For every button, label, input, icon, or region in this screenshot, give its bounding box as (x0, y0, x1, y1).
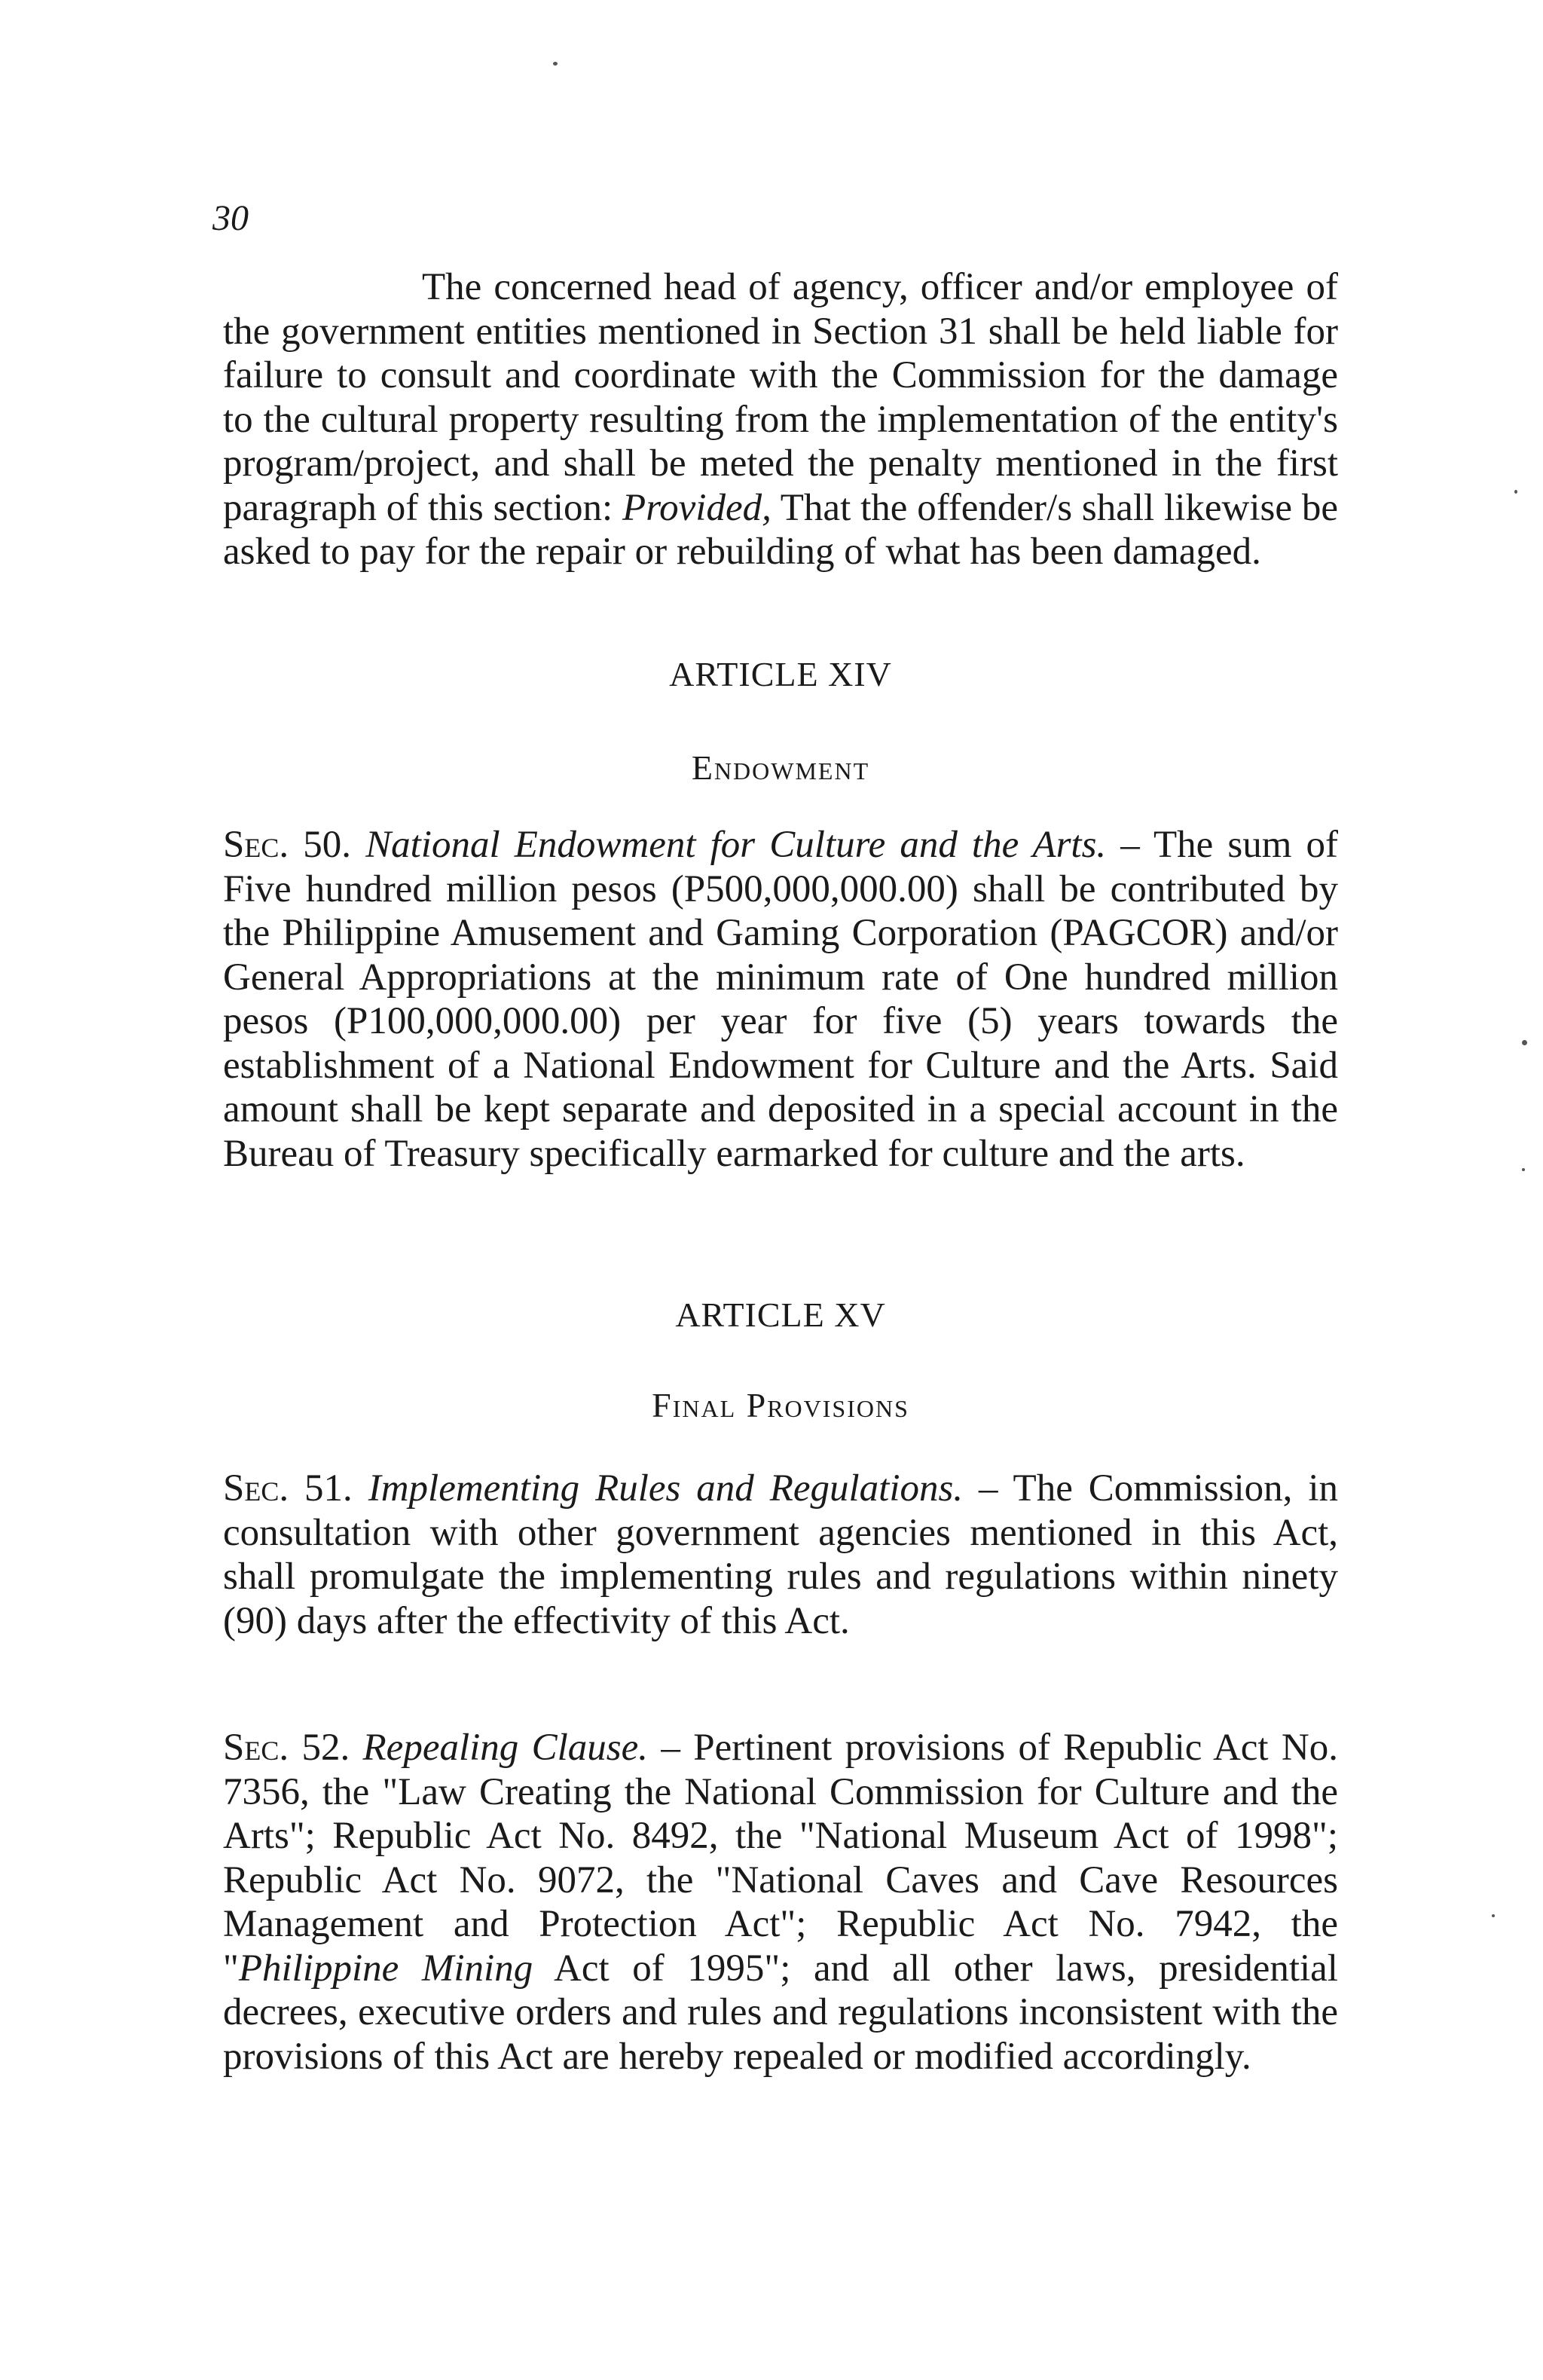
section-51-label: Sec. 51. (223, 1467, 353, 1510)
section-52-italic: Philippine Mining (238, 1947, 533, 1990)
section-52-body-end: Act of 1995"; and all other laws, presidential decrees, executive orders and rules and regulations inconsistent with the provisions of this Act are hereby repealed or modified accordingly. (223, 1947, 1338, 2078)
article-14-title: Endowment (691, 748, 870, 787)
paragraph-liability-text-end: That the offender/s shall likewise be asked to pay for the repair or rebuilding of what has been damaged. (223, 486, 1338, 573)
page-number: 30 (212, 198, 249, 238)
section-51-body: – The Commission, in consultation with other government agencies mentioned in this Act, shall promulgate the implementing rules and regulations within ninety (90) days after the effectivity of this Act. (223, 1467, 1338, 1642)
scan-speck (1514, 490, 1517, 494)
section-52-label: Sec. 52. (223, 1727, 350, 1769)
scan-speck (1522, 1040, 1527, 1045)
section-50 (223, 823, 1338, 1176)
scan-speck (1522, 1168, 1525, 1171)
scan-speck (553, 62, 558, 66)
article-15-heading: ARTICLE XV (675, 1296, 886, 1334)
section-52 (223, 1726, 1338, 2079)
section-50-label: Sec. 50. (223, 824, 351, 866)
paragraph-liability (223, 265, 1338, 574)
section-51 (223, 1467, 1338, 1643)
section-50-body: – The sum of Five hundred million pesos (P500,000,000.00) shall be contributed by the Philippine Amusement and Gaming Corporation (PAGCOR) and/or General Appropriations at the minimum rate of One hundred million pesos (P100,000,000.00) per year for five (5) years towards the establishment of a National Endowment for Culture and the Arts. Said amount shall be kept separate and deposited in a special account in the Bureau of Treasury specifically earmarked for culture and the arts. (223, 824, 1338, 1175)
article-15-title: Final Provisions (652, 1386, 909, 1424)
article-14-heading: ARTICLE XIV (669, 655, 892, 693)
paragraph-liability-text: The concerned head of agency, officer and/or employee of the government entities mentioned in Section 31 shall be held liable for failure to consult and coordinate with the Commission for the damage to the cultural property resulting from the implementation of the entity's program/project, and shall be meted the penalty mentioned in the first paragraph of this section: (223, 266, 1338, 529)
scan-speck (1492, 1914, 1495, 1917)
section-50-title: National Endowment for Culture and the Arts. (365, 824, 1107, 866)
section-52-body: – Pertinent provisions of Republic Act No. 7356, the "Law Creating the National Commission for Culture and the Arts"; Republic Act No. 8492, the "National Museum Act of 1998"; Republic Act No. 9072, the "National Caves and Cave Resources Management and Protection Act"; Republic Act No. 7942, the " (223, 1727, 1338, 1990)
provided-italic: Provided, (622, 486, 772, 529)
section-51-title: Implementing Rules and Regulations. (368, 1467, 964, 1510)
section-52-title: Repealing Clause. (362, 1727, 649, 1769)
